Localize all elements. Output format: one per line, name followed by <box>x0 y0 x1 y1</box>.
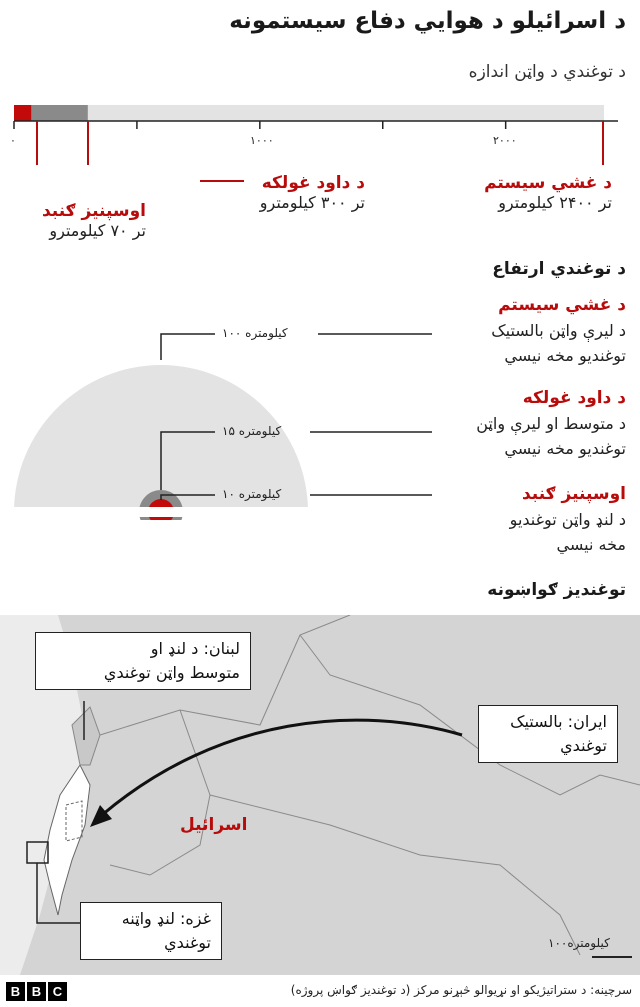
bbc-logo-b1: B <box>6 982 25 1001</box>
range-tick-1000: ۱۰۰۰ <box>250 134 274 147</box>
lebanon-callout-line1: لبنان: د لنډ او <box>150 639 240 658</box>
arrow-alt-desc-1: د لیرې واټن بالستیک <box>491 321 626 340</box>
arrow-name: د غشي سیستم <box>484 173 612 193</box>
arrow-altitude-leader <box>161 334 215 360</box>
dome-altitude-desc <box>510 482 626 557</box>
gaza-callout <box>80 902 222 960</box>
altitude-diagram <box>0 330 440 520</box>
dome-alt-desc-1: د لنډ واټن توغندیو <box>509 510 626 529</box>
israel-label: اسرائیل <box>180 815 248 835</box>
range-tick-2000: ۲۰۰۰ <box>493 134 517 147</box>
range-scale-chart <box>0 95 640 165</box>
lebanon-callout-line2: متوسط واټن توغندي <box>103 663 240 682</box>
sling-altitude-desc <box>476 386 626 461</box>
sling-name: د داود غولکه <box>261 173 365 193</box>
dome-alt-desc-2: مخه نیسي <box>556 535 626 554</box>
sling-alt-desc-2: توغندیو مخه نیسي <box>504 439 626 458</box>
arrow-range-bar <box>14 105 604 121</box>
lebanon-callout <box>35 632 251 690</box>
arrow-alt-desc-2: توغندیو مخه نیسي <box>504 346 626 365</box>
iran-callout-line1: ایران: بالستیک <box>510 712 607 731</box>
dome-range-value: تر ۷۰ کیلومترو <box>49 221 146 240</box>
arrow-altitude-label: ۱۰۰ کیلومتره <box>222 326 288 340</box>
range-tick-0: ۰ <box>10 134 16 147</box>
sling-alt-desc-1: د متوسط او لیرې واټن <box>476 414 626 433</box>
gaza-callout-line1: غزه: لنډ واټنه <box>121 909 211 928</box>
range-heading: د توغندي د واټن اندازه <box>468 62 626 82</box>
arrow-altitude-desc <box>491 293 626 368</box>
arrow-range-label <box>484 173 612 212</box>
altitude-heading: د توغندي ارتفاع <box>492 259 626 279</box>
source-footer: سرچینه: د ستراتیژیکو او نړیوالو څېړنو مرکز (د توغندیز ګواښ پروژه) <box>290 983 632 997</box>
iran-callout <box>478 705 618 763</box>
sling-alt-name: د داود غولکه <box>522 388 626 408</box>
iron-dome-range-bar <box>14 105 31 121</box>
scale-label: ۱۰۰کیلومتره <box>548 936 610 950</box>
dome-range-label <box>42 201 146 240</box>
dome-alt-name: اوسپنیز ګنبد <box>521 484 626 504</box>
sling-range-value: تر ۳۰۰ کیلومترو <box>259 193 365 212</box>
dome-altitude-label: ۱۰ کیلومتره <box>222 487 282 501</box>
dome-name: اوسپنیز ګنبد <box>41 201 146 221</box>
bbc-logo-c: C <box>48 982 67 1001</box>
sling-altitude-label: ۱۵ کیلومتره <box>222 424 282 438</box>
sling-range-label <box>260 173 365 212</box>
arrow-range-value: تر ۲۴۰۰ کیلومترو <box>498 193 612 212</box>
page-title: د اسرائیلو د هوایي دفاع سیستمونه <box>229 8 626 34</box>
arrow-alt-name: د غشي سیستم <box>498 295 626 315</box>
bbc-logo <box>6 982 67 1001</box>
bbc-logo-b2: B <box>27 982 46 1001</box>
map-heading: توغندیز ګواښونه <box>487 580 626 600</box>
iran-callout-line2: توغندي <box>560 736 607 755</box>
gaza-callout-line2: توغندي <box>164 933 211 952</box>
